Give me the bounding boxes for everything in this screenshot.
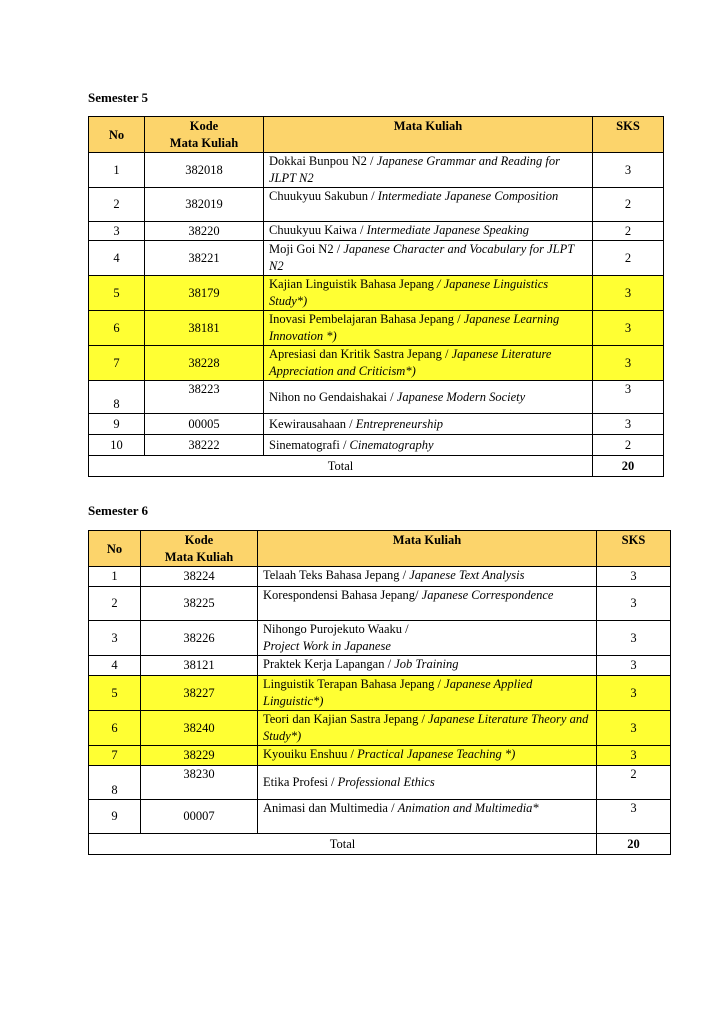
course-name-en: / Japanese Linguistics Study*) xyxy=(269,277,549,308)
header-kode xyxy=(141,531,258,567)
row-mata-kuliah xyxy=(264,435,593,456)
row-sks: 3 xyxy=(593,414,664,435)
course-name-id: Dokkai Bunpou N2 / xyxy=(269,154,377,168)
row-no: 4 xyxy=(89,656,141,676)
row-mata-kuliah xyxy=(258,656,597,676)
row-sks: 3 xyxy=(593,311,664,346)
course-name-en: Japanese Grammar and Reading for JLPT N2 xyxy=(269,154,560,185)
row-kode: 382019 xyxy=(145,188,264,222)
course-name-id: Nihongo Purojekuto Waaku / xyxy=(263,622,409,636)
course-name-en: Japanese Text Analysis xyxy=(409,568,525,582)
header-kode-line2: Mata Kuliah xyxy=(169,136,239,150)
row-kode: 38228 xyxy=(145,346,264,381)
row-kode: 38223 xyxy=(145,381,264,414)
course-name-id: Kajian Linguistik Bahasa Jepang xyxy=(269,277,438,291)
course-name-id: Korespondensi Bahasa Jepang/ xyxy=(263,588,422,602)
table-row xyxy=(89,346,664,381)
course-name-en: Japanese Character and Vocabulary for JLPT N2 xyxy=(269,242,574,273)
course-name-en: Japanese Learning Innovation *) xyxy=(269,312,560,343)
row-no: 5 xyxy=(89,276,145,311)
row-mata-kuliah xyxy=(258,621,597,656)
table-row xyxy=(89,276,664,311)
course-name-id: Animasi dan Multimedia / xyxy=(263,801,398,815)
row-no: 9 xyxy=(89,414,145,435)
row-no: 1 xyxy=(89,567,141,587)
row-no: 8 xyxy=(89,381,145,414)
row-kode: 38230 xyxy=(141,766,258,800)
row-mata-kuliah xyxy=(258,676,597,711)
row-sks: 3 xyxy=(597,676,671,711)
row-kode: 38240 xyxy=(141,711,258,746)
course-name-en: Project Work in Japanese xyxy=(263,639,391,653)
row-kode: 38221 xyxy=(145,241,264,276)
table-row xyxy=(89,746,671,766)
row-mata-kuliah xyxy=(264,188,593,222)
table-row xyxy=(89,567,671,587)
table-row xyxy=(89,766,671,800)
row-sks: 3 xyxy=(593,346,664,381)
course-name-en: Entrepreneurship xyxy=(355,416,444,431)
row-no: 9 xyxy=(89,800,141,834)
semester-6-title: Semester 6 xyxy=(88,503,149,518)
row-mata-kuliah xyxy=(258,800,597,834)
row-mata-kuliah xyxy=(264,241,593,276)
total-sks: 20 xyxy=(593,456,664,477)
row-sks: 3 xyxy=(597,567,671,587)
row-sks: 3 xyxy=(597,800,671,834)
row-sks: 2 xyxy=(593,241,664,276)
table-row xyxy=(89,656,671,676)
row-mata-kuliah xyxy=(258,567,597,587)
row-sks: 3 xyxy=(597,656,671,676)
table-row xyxy=(89,241,664,276)
semester-5-title: Semester 5 xyxy=(88,90,149,105)
row-kode: 38224 xyxy=(141,567,258,587)
course-name-id: Kewirausahaan / xyxy=(269,416,356,431)
course-name-id: Etika Profesi / xyxy=(263,775,338,789)
row-sks: 2 xyxy=(593,435,664,456)
course-name-id: Nihon no Gendaishakai / xyxy=(269,389,397,404)
course-name-id: Moji Goi N2 / xyxy=(269,242,344,256)
header-sks: SKS xyxy=(593,117,664,153)
row-no: 8 xyxy=(89,766,141,800)
row-mata-kuliah xyxy=(264,346,593,381)
total-row xyxy=(89,834,671,855)
row-sks: 2 xyxy=(597,766,671,800)
course-name-id: Teori dan Kajian Sastra Jepang / xyxy=(263,712,429,726)
row-kode: 38181 xyxy=(145,311,264,346)
row-kode: 38229 xyxy=(141,746,258,766)
row-mata-kuliah xyxy=(264,381,593,414)
course-name-en: Japanese Correspondence xyxy=(421,588,554,602)
row-no: 1 xyxy=(89,153,145,188)
row-kode: 38179 xyxy=(145,276,264,311)
row-kode: 00007 xyxy=(141,800,258,834)
course-name-en: Japanese Literature Appreciation and Criticism*) xyxy=(269,347,552,378)
row-no: 5 xyxy=(89,676,141,711)
row-kode: 38121 xyxy=(141,656,258,676)
row-kode: 00005 xyxy=(145,414,264,435)
row-mata-kuliah xyxy=(258,711,597,746)
row-sks: 3 xyxy=(593,276,664,311)
table-row xyxy=(89,414,664,435)
row-kode: 38226 xyxy=(141,621,258,656)
table-row xyxy=(89,435,664,456)
row-no: 4 xyxy=(89,241,145,276)
course-name-en: Intermediate Japanese Composition xyxy=(377,189,559,203)
table-row xyxy=(89,381,664,414)
row-mata-kuliah xyxy=(264,276,593,311)
header-sks: SKS xyxy=(597,531,671,567)
table-row xyxy=(89,676,671,711)
row-no: 3 xyxy=(89,621,141,656)
course-name-id: Inovasi Pembelajaran Bahasa Jepang / xyxy=(269,312,464,326)
row-sks: 3 xyxy=(593,381,664,414)
course-name-en: Professional Ethics xyxy=(337,775,435,789)
table-row xyxy=(89,587,671,621)
header-mata-kuliah: Mata Kuliah xyxy=(258,531,597,567)
row-no: 3 xyxy=(89,222,145,241)
course-name-id: Apresiasi dan Kritik Sastra Jepang / xyxy=(269,347,452,361)
row-kode: 38222 xyxy=(145,435,264,456)
course-name-en: Job Training xyxy=(394,657,459,671)
table-row xyxy=(89,153,664,188)
row-mata-kuliah xyxy=(264,153,593,188)
header-no: No xyxy=(89,117,145,153)
course-name-id: Telaah Teks Bahasa Jepang / xyxy=(263,568,410,582)
table-row xyxy=(89,222,664,241)
course-name-id: Linguistik Terapan Bahasa Jepang / xyxy=(263,677,445,691)
row-sks: 3 xyxy=(593,153,664,188)
row-no: 2 xyxy=(89,188,145,222)
table-row xyxy=(89,621,671,656)
row-kode: 38227 xyxy=(141,676,258,711)
row-mata-kuliah xyxy=(264,222,593,241)
course-name-id: Kyouiku Enshuu / xyxy=(263,747,358,761)
row-kode: 382018 xyxy=(145,153,264,188)
course-name-en: Japanese Literature Theory and Study*) xyxy=(263,712,589,743)
row-no: 7 xyxy=(89,346,145,381)
course-name-id: Praktek Kerja Lapangan / xyxy=(263,657,395,671)
row-mata-kuliah xyxy=(258,766,597,800)
row-kode: 38220 xyxy=(145,222,264,241)
total-sks: 20 xyxy=(597,834,671,855)
total-label: Total xyxy=(89,456,593,477)
row-no: 6 xyxy=(89,311,145,346)
row-mata-kuliah xyxy=(258,746,597,766)
row-no: 6 xyxy=(89,711,141,746)
course-name-en: Intermediate Japanese Speaking xyxy=(366,223,530,237)
semester-5-table xyxy=(88,116,664,477)
course-name-en: Japanese Modern Society xyxy=(396,389,526,404)
table-row xyxy=(89,188,664,222)
table-row xyxy=(89,800,671,834)
course-name-en: Animation and Multimedia* xyxy=(397,801,539,815)
header-no: No xyxy=(89,531,141,567)
row-sks: 3 xyxy=(597,621,671,656)
total-label: Total xyxy=(89,834,597,855)
row-no: 10 xyxy=(89,435,145,456)
table-header-row xyxy=(89,531,671,567)
row-kode: 38225 xyxy=(141,587,258,621)
header-kode-line1: Kode xyxy=(184,533,214,547)
course-name-en: Practical Japanese Teaching *) xyxy=(357,747,516,761)
header-kode-line1: Kode xyxy=(189,119,219,133)
row-no: 7 xyxy=(89,746,141,766)
row-no: 2 xyxy=(89,587,141,621)
row-sks: 2 xyxy=(593,222,664,241)
header-mata-kuliah: Mata Kuliah xyxy=(264,117,593,153)
header-kode xyxy=(145,117,264,153)
course-name-id: Sinematografi / xyxy=(269,437,350,452)
course-name-id: Chuukyuu Sakubun / xyxy=(269,189,378,203)
row-sks: 3 xyxy=(597,711,671,746)
row-mata-kuliah xyxy=(258,587,597,621)
course-name-en: Japanese Applied Linguistic*) xyxy=(263,677,533,708)
table-header-row xyxy=(89,117,664,153)
row-mata-kuliah xyxy=(264,414,593,435)
row-mata-kuliah xyxy=(264,311,593,346)
table-row xyxy=(89,711,671,746)
course-name-id: Chuukyuu Kaiwa / xyxy=(269,223,367,237)
semester-6-table xyxy=(88,530,671,855)
row-sks: 3 xyxy=(597,587,671,621)
table-row xyxy=(89,311,664,346)
row-sks: 2 xyxy=(593,188,664,222)
total-row xyxy=(89,456,664,477)
row-sks: 3 xyxy=(597,746,671,766)
course-name-en: Cinematography xyxy=(349,437,434,452)
header-kode-line2: Mata Kuliah xyxy=(164,550,234,564)
